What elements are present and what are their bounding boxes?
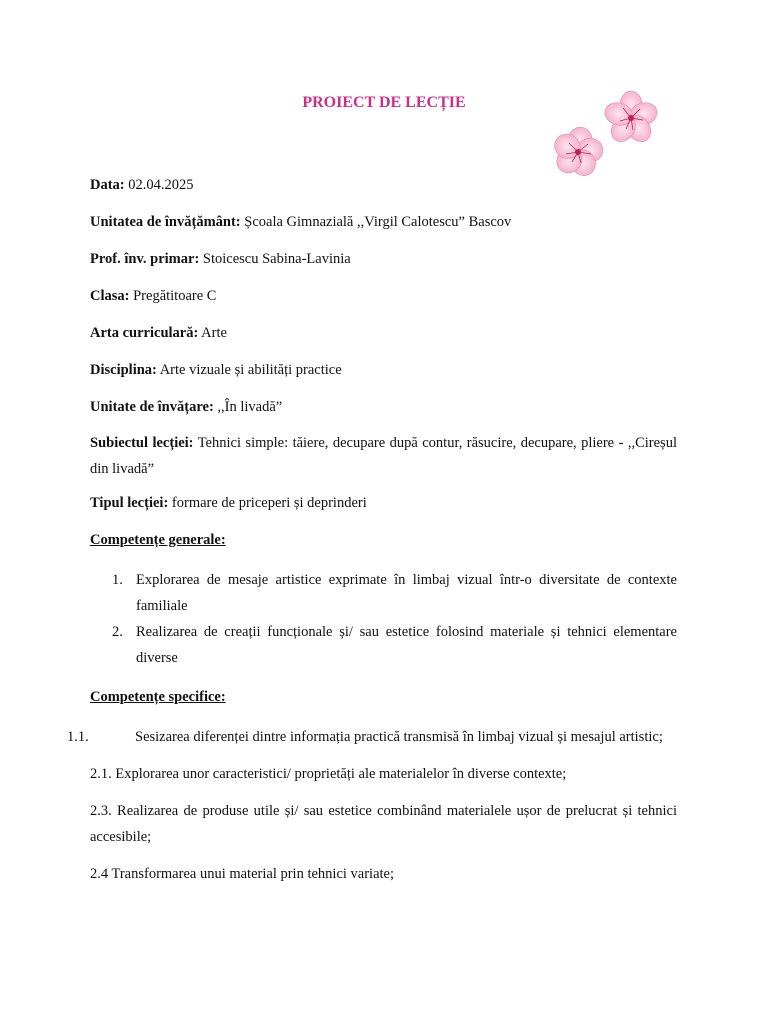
page-title: PROIECT DE LECȚIE	[302, 94, 466, 111]
field-data: Data: 02.04.2025	[90, 177, 194, 193]
list-item: 1.1. Sesizarea diferenței dintre informația practică transmisă în limbaj vizual și mesajul artistic;	[67, 729, 663, 745]
field-prof: Prof. înv. primar: Stoicescu Sabina-Lavinia	[90, 251, 351, 267]
field-clasa: Clasa: Pregătitoare C	[90, 288, 217, 304]
lesson-content	[67, 175, 677, 898]
competente-generale-heading: Competențe generale:	[90, 532, 226, 548]
field-disciplina: Disciplina: Arte vizuale și abilități practice	[90, 362, 342, 378]
competente-specifice-heading: Competențe specifice:	[90, 689, 226, 705]
list-item: 2.1. Explorarea unor caracteristici/ proprietăți ale materialelor în diverse contexte;	[90, 766, 567, 782]
list-item: 1. Explorarea de mesaje artistice exprimate în limbaj vizual într-o diversitate de contexte familiale	[112, 572, 677, 614]
cherry-blossom-icon	[536, 90, 682, 180]
competente-generale-list	[90, 567, 677, 671]
field-tipul: Tipul lecției: formare de priceperi și deprinderi	[90, 495, 367, 511]
field-unitate-invatare: Unitate de învățare: ,,În livadă”	[90, 399, 283, 415]
list-item: 2.4 Transformarea unui material prin tehnici variate;	[90, 866, 395, 882]
list-item: 2. Realizarea de creații funcționale și/ sau estetice folosind materiale și tehnici elementare diverse	[112, 624, 677, 666]
list-item: 2.3. Realizarea de produse utile și/ sau estetice combinând materialele ușor de prelucrat și tehnici accesibile;	[90, 803, 677, 845]
field-unitatea: Unitatea de învățământ: Școala Gimnazială ,,Virgil Calotescu” Bascov	[90, 214, 512, 230]
field-aria: Arta curriculară: Arte	[90, 325, 227, 341]
field-subiectul: Subiectul lecției: Tehnici simple: tăiere, decupare după contur, răsucire, decupare, pliere - ,,Cireșul din livadă”	[90, 435, 677, 477]
